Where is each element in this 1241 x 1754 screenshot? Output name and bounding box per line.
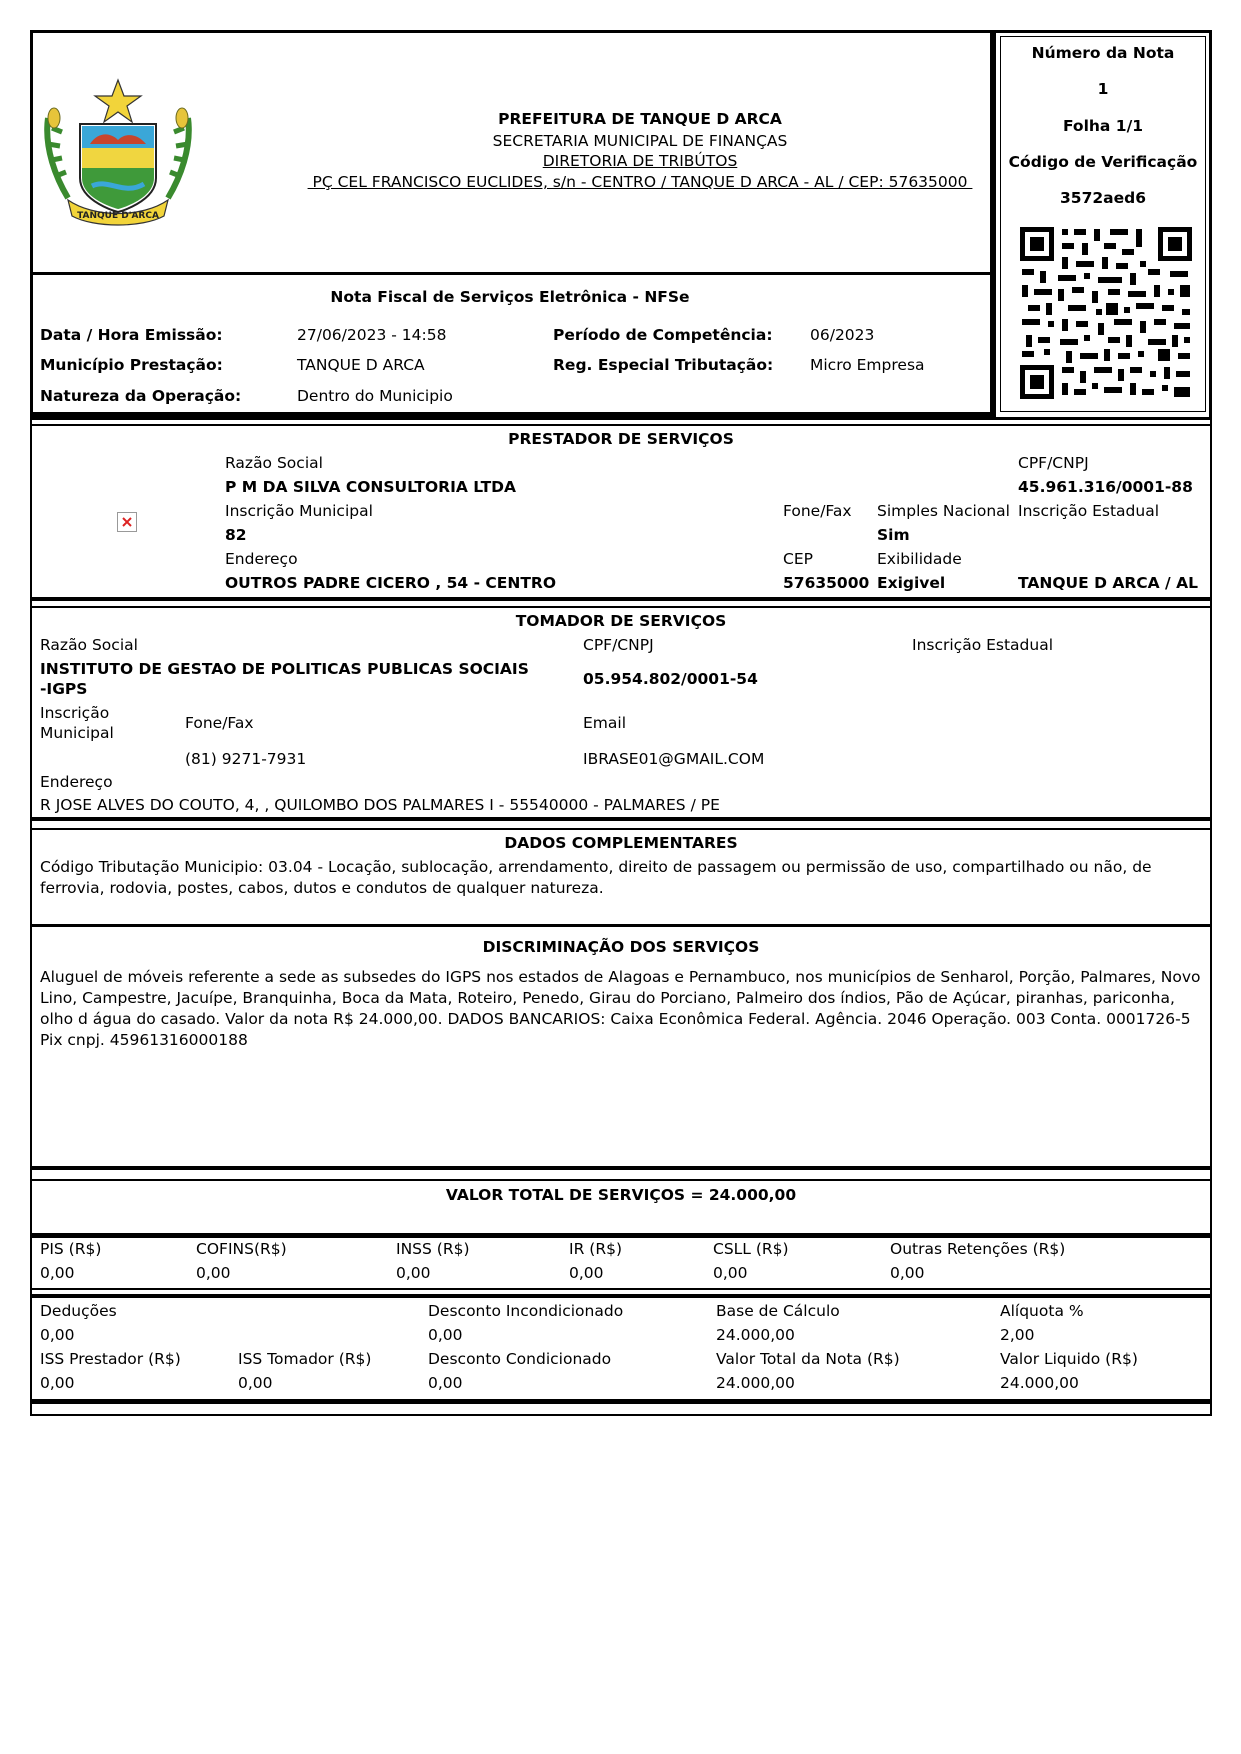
tomador-endereco: R JOSE ALVES DO COUTO, 4, , QUILOMBO DOS PALMARES I - 55540000 - PALMARES / PE: [40, 796, 720, 814]
cofins-value: 0,00: [196, 1264, 231, 1282]
prestador-cidade: TANQUE D ARCA / AL: [1018, 574, 1198, 592]
outras-retencoes-label: Outras Retenções (R$): [890, 1240, 1066, 1258]
pis-value: 0,00: [40, 1264, 75, 1282]
discriminacao-line4: Pix cnpj. 45961316000188: [40, 1031, 248, 1049]
codigo-verificacao-label: Código de Verificação: [1008, 153, 1198, 171]
broken-image-icon: [117, 512, 137, 532]
emissao-label: Data / Hora Emissão:: [40, 326, 223, 344]
qr-code: [1018, 225, 1194, 401]
regime-value: Micro Empresa: [810, 356, 925, 374]
deducoes-label: Deduções: [40, 1302, 117, 1320]
tomador-im-label-1: Inscrição: [40, 704, 110, 722]
pis-label: PIS (R$): [40, 1240, 102, 1258]
iss-tomador-label: ISS Tomador (R$): [238, 1350, 372, 1368]
iss-prestador-label: ISS Prestador (R$): [40, 1350, 181, 1368]
desconto-incondicionado-value: 0,00: [428, 1326, 463, 1344]
aliquota-label: Alíquota %: [1000, 1302, 1084, 1320]
base-calculo-label: Base de Cálculo: [716, 1302, 840, 1320]
desconto-incondicionado-label: Desconto Incondicionado: [428, 1302, 624, 1320]
tomador-ie-label: Inscrição Estadual: [912, 636, 1054, 654]
prestador-simples-label: Simples Nacional: [877, 502, 1010, 520]
emissao-value: 27/06/2023 - 14:58: [297, 326, 447, 344]
prestador-exib: Exigivel: [877, 574, 946, 592]
header-title: PREFEITURA DE TANQUE D ARCA: [498, 110, 782, 128]
valor-total-servicos: VALOR TOTAL DE SERVIÇOS = 24.000,00: [445, 1186, 797, 1204]
header-secretaria: SECRETARIA MUNICIPAL DE FINANÇAS: [492, 132, 788, 150]
natureza-label: Natureza da Operação:: [40, 387, 242, 405]
csll-value: 0,00: [713, 1264, 748, 1282]
complementares-line2: ferrovia, rodovia, postes, cabos, dutos e condutos de qualquer natureza.: [40, 879, 604, 897]
tomador-email-label: Email: [583, 714, 627, 732]
prestador-exib-label: Exibilidade: [877, 550, 962, 568]
prestador-title: PRESTADOR DE SERVIÇOS: [508, 430, 734, 448]
base-calculo-value: 24.000,00: [716, 1326, 795, 1344]
tomador-email: IBRASE01@GMAIL.COM: [583, 750, 765, 768]
regime-label: Reg. Especial Tributação:: [553, 356, 774, 374]
valor-liquido-label: Valor Liquido (R$): [1000, 1350, 1138, 1368]
prestador-ie-label: Inscrição Estadual: [1018, 502, 1160, 520]
desconto-condicionado-label: Desconto Condicionado: [428, 1350, 612, 1368]
prestador-fone-label: Fone/Fax: [783, 502, 852, 520]
csll-label: CSLL (R$): [713, 1240, 789, 1258]
tomador-title: TOMADOR DE SERVIÇOS: [515, 612, 727, 630]
logo-text: TANQUE D'ARCA: [77, 211, 159, 221]
inss-label: INSS (R$): [396, 1240, 470, 1258]
competencia-label: Período de Competência:: [553, 326, 773, 344]
aliquota-value: 2,00: [1000, 1326, 1035, 1344]
outras-retencoes-value: 0,00: [890, 1264, 925, 1282]
prestador-cnpj: 45.961.316/0001-88: [1018, 478, 1193, 496]
tomador-fone: (81) 9271-7931: [185, 750, 307, 768]
prestador-razao: P M DA SILVA CONSULTORIA LTDA: [225, 478, 517, 496]
valor-total-nota-value: 24.000,00: [716, 1374, 795, 1392]
header-diretoria: DIRETORIA DE TRIBÚTOS: [542, 152, 738, 170]
deducoes-value: 0,00: [40, 1326, 75, 1344]
numero-nota-label: Número da Nota: [1031, 44, 1175, 62]
ir-label: IR (R$): [569, 1240, 622, 1258]
prestador-im-label: Inscrição Municipal: [225, 502, 373, 520]
natureza-value: Dentro do Municipio: [297, 387, 453, 405]
prestador-endereco-label: Endereço: [225, 550, 298, 568]
prestador-endereco: OUTROS PADRE CICERO , 54 - CENTRO: [225, 574, 557, 592]
discriminacao-title: DISCRIMINAÇÃO DOS SERVIÇOS: [482, 938, 760, 956]
prestador-razao-label: Razão Social: [225, 454, 323, 472]
prestador-cep-label: CEP: [783, 550, 813, 568]
iss-tomador-value: 0,00: [238, 1374, 273, 1392]
prestador-cnpj-label: CPF/CNPJ: [1018, 454, 1089, 472]
tomador-endereco-label: Endereço: [40, 773, 113, 791]
valor-liquido-value: 24.000,00: [1000, 1374, 1079, 1392]
tomador-razao-line1: INSTITUTO DE GESTAO DE POLITICAS PUBLICAS SOCIAIS: [40, 660, 529, 678]
desconto-condicionado-value: 0,00: [428, 1374, 463, 1392]
municipio-label: Município Prestação:: [40, 356, 223, 374]
tomador-cnpj-label: CPF/CNPJ: [583, 636, 654, 654]
numero-nota: 1: [1097, 80, 1109, 98]
tomador-im-label-2: Municipal: [40, 724, 114, 742]
prestador-simples: Sim: [877, 526, 910, 544]
cofins-label: COFINS(R$): [196, 1240, 287, 1258]
municipio-value: TANQUE D ARCA: [297, 356, 425, 374]
prestador-im: 82: [225, 526, 247, 544]
municipal-coat-of-arms-logo: [38, 78, 198, 230]
discriminacao-line2: Lino, Campestre, Jacuípe, Branquinha, Boca da Mata, Roteiro, Penedo, Girau do Porciano, Palmeiro dos índios, Pão de Açúcar, piranhas, pariconha,: [40, 989, 1175, 1007]
ir-value: 0,00: [569, 1264, 604, 1282]
tomador-cnpj: 05.954.802/0001-54: [583, 670, 758, 688]
codigo-verificacao: 3572aed6: [1060, 189, 1146, 207]
complementares-title: DADOS COMPLEMENTARES: [504, 834, 738, 852]
prestador-cep: 57635000: [783, 574, 870, 592]
valor-total-nota-label: Valor Total da Nota (R$): [716, 1350, 900, 1368]
header-address: PÇ CEL FRANCISCO EUCLIDES, s/n - CENTRO / TANQUE D ARCA - AL / CEP: 57635000: [307, 173, 973, 191]
discriminacao-line1: Aluguel de móveis referente a sede as subsedes do IGPS nos estados de Alagoas e Pernambuco, nos municípios de Senharol, Porção, Palmares, Novo: [40, 968, 1201, 986]
competencia-value: 06/2023: [810, 326, 875, 344]
tomador-razao-line2: -IGPS: [40, 680, 88, 698]
folha: Folha 1/1: [1062, 117, 1144, 135]
discriminacao-line3: olho d água do casado. Valor da nota R$ 24.000,00. DADOS BANCARIOS: Caixa Econômica Federal. Agência. 2046 Operação. 003 Conta. 0001726-5: [40, 1010, 1191, 1028]
complementares-line1: Código Tributação Municipio: 03.04 - Locação, sublocação, arrendamento, direito de passagem ou permissão de uso, compartilhado ou não, de: [40, 858, 1152, 876]
inss-value: 0,00: [396, 1264, 431, 1282]
nfse-title: Nota Fiscal de Serviços Eletrônica - NFSe: [330, 288, 690, 306]
tomador-fone-label: Fone/Fax: [185, 714, 254, 732]
iss-prestador-value: 0,00: [40, 1374, 75, 1392]
tomador-razao-label: Razão Social: [40, 636, 138, 654]
